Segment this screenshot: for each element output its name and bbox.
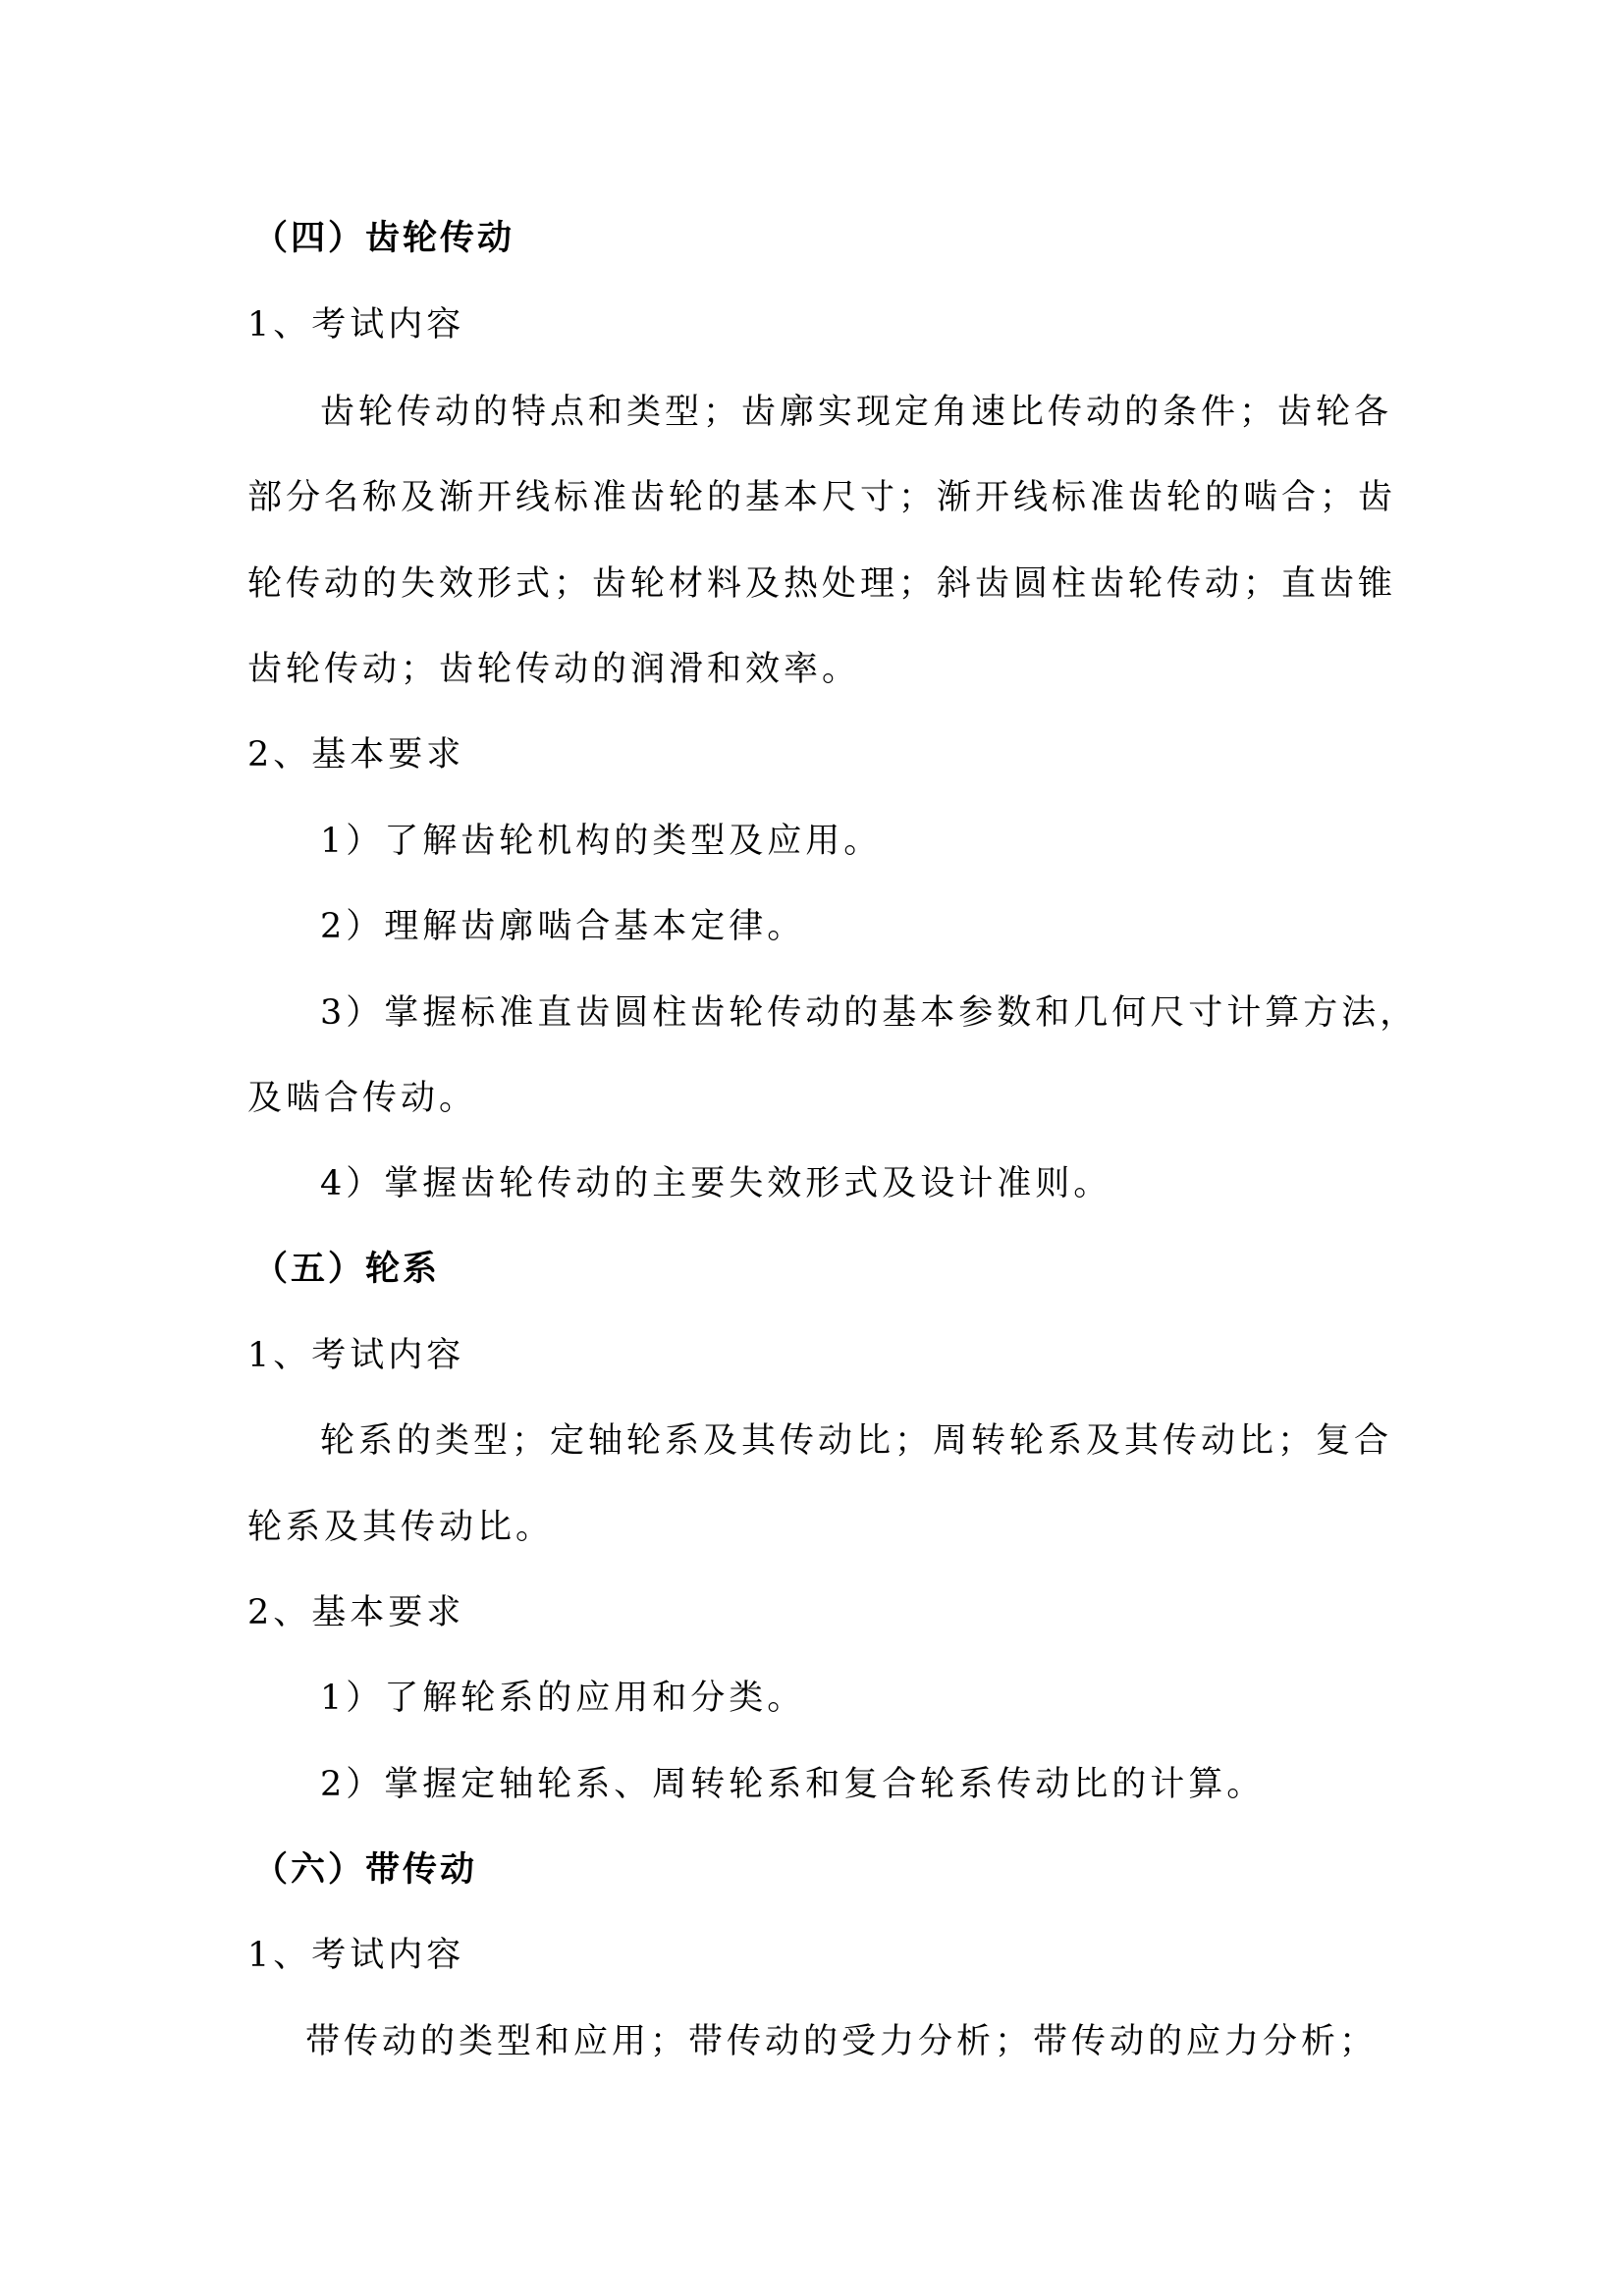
content-line: 轮系的类型；定轴轮系及其传动比；周转轮系及其传动比；复合 [320,1421,1393,1461]
requirements-label: 2、基本要求 [247,735,465,774]
content-line: 齿轮传动；齿轮传动的润滑和效率。 [247,650,861,689]
content-line: 轮系及其传动比。 [247,1508,555,1547]
section-heading-gear-train: （五）轮系 [253,1250,441,1289]
section-heading-gear-transmission: （四）齿轮传动 [253,219,515,258]
requirement-item: 4）掌握齿轮传动的主要失效形式及设计准则。 [320,1164,1112,1203]
requirement-item: 2）理解齿廓啮合基本定律。 [320,907,806,946]
section-heading-belt-drive: （六）带传动 [253,1850,478,1890]
requirements-label: 2、基本要求 [247,1593,465,1632]
requirement-item: 1）了解轮系的应用和分类。 [320,1679,806,1718]
exam-content-label: 1、考试内容 [247,1936,465,1975]
requirement-item: 2）掌握定轴轮系、周转轮系和复合轮系传动比的计算。 [320,1765,1266,1804]
exam-content-label: 1、考试内容 [247,305,465,345]
exam-content-label: 1、考试内容 [247,1336,465,1375]
requirement-item-continued: 及啮合传动。 [247,1079,478,1118]
content-line: 带传动的类型和应用；带传动的受力分析；带传动的应力分析； [305,2022,1379,2061]
content-line: 齿轮传动的特点和类型；齿廓实现定角速比传动的条件；齿轮各 [320,393,1393,432]
requirement-item: 3）掌握标准直齿圆柱齿轮传动的基本参数和几何尺寸计算方法， [320,993,1419,1033]
requirement-item: 1）了解齿轮机构的类型及应用。 [320,822,883,861]
content-line: 轮传动的失效形式；齿轮材料及热处理；斜齿圆柱齿轮传动；直齿锥 [247,564,1397,604]
content-line: 部分名称及渐开线标准齿轮的基本尺寸；渐开线标准齿轮的啮合；齿 [247,478,1397,517]
